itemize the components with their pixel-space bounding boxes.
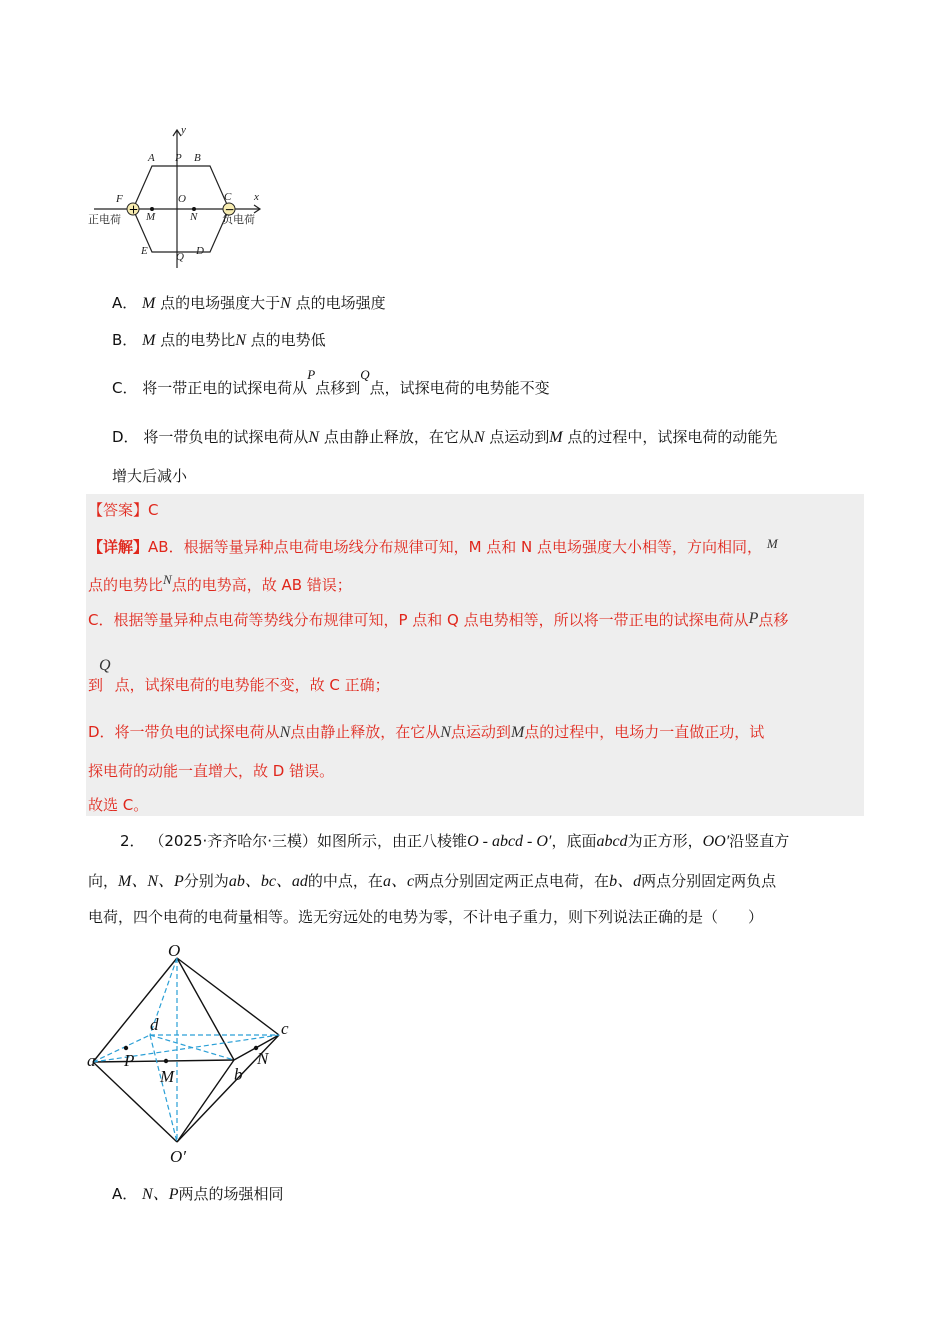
q2-line2: 向，M、N、P分别为ab、bc、ad的中点，在a、c两点分别固定两正点电荷，在b、d两点分别固定两负点 [88,872,777,890]
label-M: M [146,211,156,223]
q2-number: 2． [120,832,145,850]
detail-tag: 【详解】 [88,538,149,556]
label-negative-charge: 负电荷 [222,213,255,226]
detail-d-line1: D．将一带负电的试探电荷从N点由静止释放，在它从N点运动到M点的过程中，电场力一直做正功，试 [88,723,765,741]
fig2-label-M: M [160,1067,175,1086]
label-positive-charge: 正电荷 [88,213,121,226]
q1-option-d-line2: 增大后减小 [112,467,188,485]
q1-option-c[interactable]: C． 将一带正电的试探电荷从P点移到Q点，试探电荷的电势能不变 [112,367,550,397]
label-x: x [254,191,259,203]
q2-option-a[interactable]: A． N、P两点的场强相同 [112,1185,284,1203]
label-C: C [224,191,232,203]
plus-sign: + [128,202,139,217]
fig2-label-O: O [168,941,181,960]
q2-source: （2025·齐齐哈尔·三模） [149,832,318,850]
detail-d-line2: 探电荷的动能一直增大，故 D 错误。 [88,762,335,780]
label-Q: Q [176,251,184,263]
figure-octahedron [84,938,304,1168]
fig2-label-c: c [281,1019,289,1038]
detail-ab-line2: 点的电势比N点的电势高，故 AB 错误； [88,572,352,594]
label-D: D [196,245,204,257]
fig2-label-P: P [124,1051,135,1070]
label-N: N [190,211,198,223]
figure-hexagon-charges [86,120,276,270]
label-B: B [194,152,201,164]
fig2-label-O-prime: O′ [170,1147,186,1166]
answer-tag: 【答案】C [88,501,159,519]
fig2-label-b: b [234,1065,243,1084]
label-F: F [116,193,123,205]
detail-ab-line1: 【详解】AB．根据等量异种点电荷电场线分布规律可知，M 点和 N 点电场强度大小相等，方向相同， M [88,536,778,556]
minus-sign: − [224,202,235,217]
q1-option-a[interactable]: A． M 点的电场强度大于N 点的电场强度 [112,294,386,312]
q2-line1: 2． （2025·齐齐哈尔·三模）如图所示，由正八棱锥O - abcd - O′，底面abcd为正方形，OO′沿竖直方 [120,832,790,850]
fig2-label-N: N [257,1049,269,1068]
label-E: E [141,245,148,257]
detail-c-line1: C．根据等量异种点电荷等势线分布规律可知，P 点和 Q 点电势相等，所以将一带正电的试探电荷从P点移 [88,610,789,629]
fig2-label-d: d [150,1015,159,1034]
detail-c-line2: 到Q点，试探电荷的电势能不变，故 C 正确； [88,657,390,694]
label-y: y [181,124,186,136]
q2-line3: 电荷，四个电荷的电荷量相等。选无穷远处的电势为零，不计电子重力，则下列说法正确的是（ ） [88,908,764,926]
fig2-label-a: a [87,1051,96,1070]
label-P: P [175,152,182,164]
label-O: O [178,193,186,205]
q1-option-b[interactable]: B． M 点的电势比N 点的电势低 [112,331,326,349]
final-answer: 故选 C。 [88,796,149,814]
label-A: A [148,152,155,164]
q1-option-d[interactable]: D． 将一带负电的试探电荷从N 点由静止释放，在它从N 点运动到M 点的过程中，试探电荷的动能先 [112,428,778,446]
